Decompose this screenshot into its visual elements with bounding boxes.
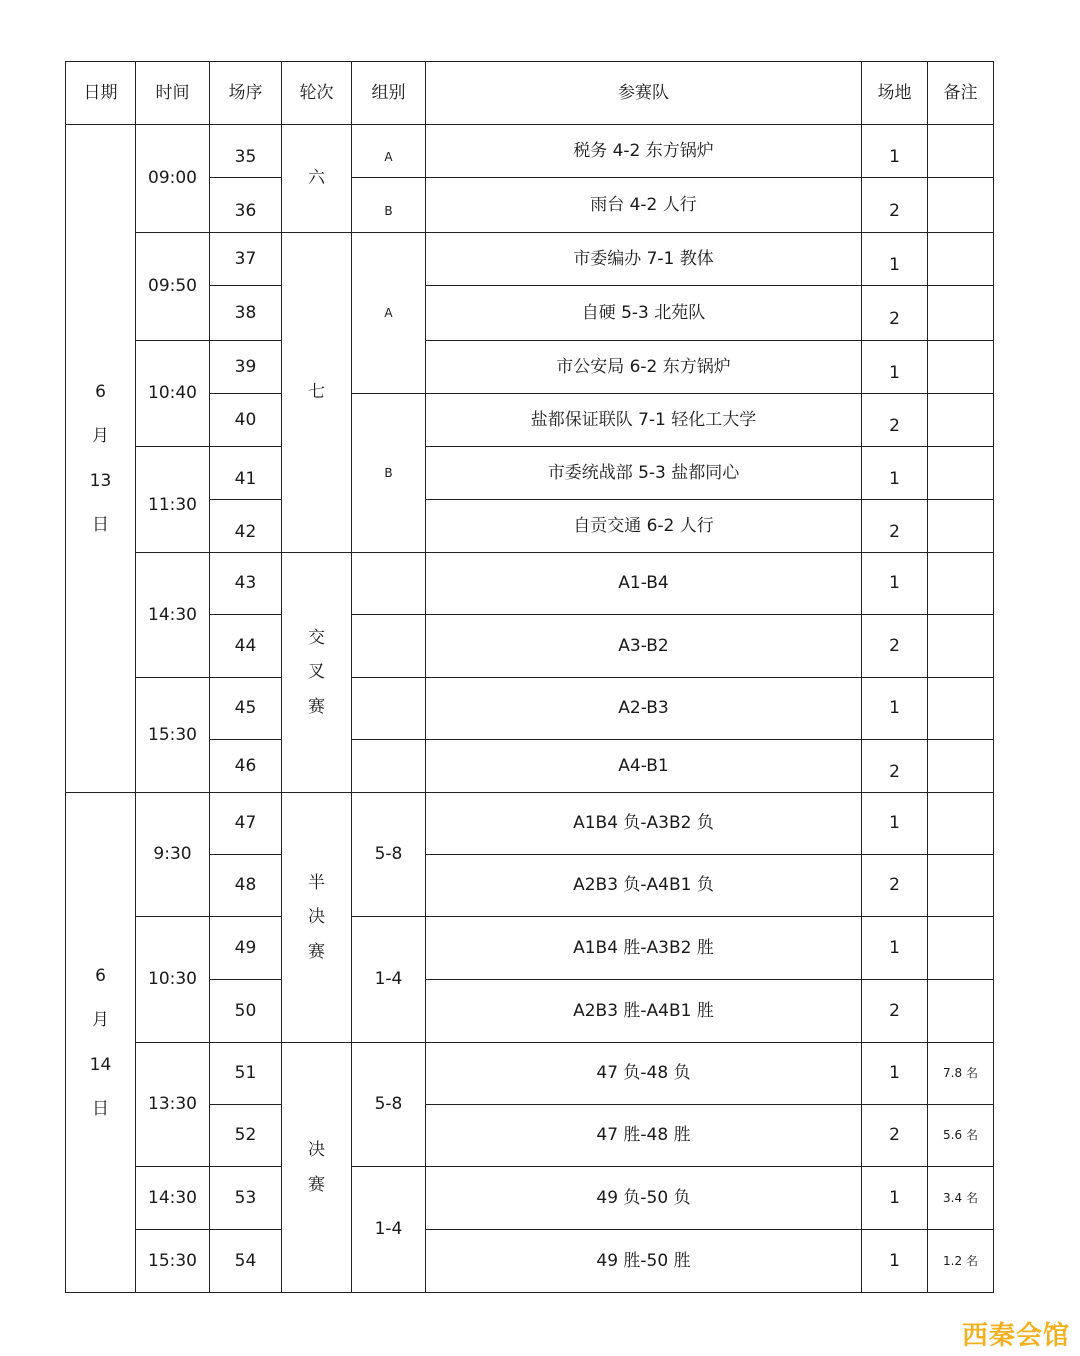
time-cell: 15:30	[136, 1230, 210, 1293]
group-cell: 5-8	[352, 1043, 426, 1167]
group-cell: 1-4	[352, 917, 426, 1043]
group-cell: A	[352, 125, 426, 178]
table-row	[66, 1167, 994, 1230]
group-cell: B	[352, 394, 426, 553]
teams-cell: A1-B4	[426, 553, 862, 615]
court-cell: 2	[862, 286, 928, 341]
time-cell: 13:30	[136, 1043, 210, 1167]
court-cell: 2	[862, 855, 928, 917]
match-no: 40	[210, 394, 282, 447]
match-no: 41	[210, 447, 282, 500]
court-cell: 2	[862, 980, 928, 1043]
watermark-logo: 西秦会馆	[961, 1321, 1070, 1351]
teams-cell: 雨台 4-2 人行	[426, 178, 862, 233]
teams-cell: 盐都保证联队 7-1 轻化工大学	[426, 394, 862, 447]
table-row	[66, 917, 994, 980]
note-cell	[928, 341, 994, 394]
teams-cell: 47 负-48 负	[426, 1043, 862, 1105]
time-cell: 10:30	[136, 917, 210, 1043]
teams-cell: A4-B1	[426, 740, 862, 793]
note-cell	[928, 447, 994, 500]
header-teams: 参赛队	[426, 62, 862, 125]
teams-cell: 自贡交通 6-2 人行	[426, 500, 862, 553]
match-no: 44	[210, 615, 282, 678]
round-cell-semifinal: 半 决 赛	[282, 793, 352, 1043]
header-date: 日期	[66, 62, 136, 125]
table-row	[66, 553, 994, 615]
match-no: 37	[210, 233, 282, 286]
round-cell: 六	[282, 125, 352, 233]
time-cell: 14:30	[136, 1167, 210, 1230]
header-group: 组别	[352, 62, 426, 125]
note-cell	[928, 500, 994, 553]
court-cell: 2	[862, 394, 928, 447]
court-cell: 1	[862, 793, 928, 855]
court-cell: 2	[862, 740, 928, 793]
match-no: 50	[210, 980, 282, 1043]
note-cell	[928, 678, 994, 740]
teams-cell: 市委统战部 5-3 盐都同心	[426, 447, 862, 500]
time-cell: 10:40	[136, 341, 210, 447]
time-cell: 14:30	[136, 553, 210, 678]
teams-cell: 税务 4-2 东方锅炉	[426, 125, 862, 178]
header-time: 时间	[136, 62, 210, 125]
teams-cell: A2B3 负-A4B1 负	[426, 855, 862, 917]
teams-cell: 市公安局 6-2 东方锅炉	[426, 341, 862, 394]
teams-cell: A1B4 负-A3B2 负	[426, 793, 862, 855]
note-cell	[928, 553, 994, 615]
header-court: 场地	[862, 62, 928, 125]
court-cell: 1	[862, 125, 928, 178]
match-no: 35	[210, 125, 282, 178]
header-row	[66, 62, 994, 125]
teams-cell: 49 胜-50 胜	[426, 1230, 862, 1293]
table-row	[66, 1230, 994, 1293]
group-cell: 5-8	[352, 793, 426, 917]
match-no: 46	[210, 740, 282, 793]
note-cell	[928, 615, 994, 678]
schedule-table	[65, 61, 994, 1293]
match-no: 39	[210, 341, 282, 394]
match-no: 36	[210, 178, 282, 233]
group-cell-empty	[352, 615, 426, 678]
table-row	[66, 793, 994, 855]
note-cell	[928, 980, 994, 1043]
note-cell	[928, 178, 994, 233]
court-cell: 1	[862, 1230, 928, 1293]
group-cell-empty	[352, 740, 426, 793]
match-no: 38	[210, 286, 282, 341]
court-cell: 2	[862, 615, 928, 678]
note-cell: 7.8 名	[928, 1043, 994, 1105]
court-cell: 1	[862, 233, 928, 286]
header-note: 备注	[928, 62, 994, 125]
group-cell: 1-4	[352, 1167, 426, 1293]
header-match-no: 场序	[210, 62, 282, 125]
table-row	[66, 125, 994, 178]
time-cell: 09:50	[136, 233, 210, 341]
note-cell	[928, 917, 994, 980]
table-row	[66, 233, 994, 286]
group-cell-empty	[352, 678, 426, 740]
match-no: 43	[210, 553, 282, 615]
court-cell: 1	[862, 341, 928, 394]
court-cell: 2	[862, 178, 928, 233]
teams-cell: A2-B3	[426, 678, 862, 740]
time-cell: 9:30	[136, 793, 210, 917]
group-cell: B	[352, 178, 426, 233]
court-cell: 2	[862, 500, 928, 553]
match-no: 51	[210, 1043, 282, 1105]
note-cell	[928, 125, 994, 178]
court-cell: 2	[862, 1105, 928, 1167]
time-cell: 15:30	[136, 678, 210, 793]
time-cell: 09:00	[136, 125, 210, 233]
group-cell-empty	[352, 553, 426, 615]
note-cell: 1.2 名	[928, 1230, 994, 1293]
match-no: 48	[210, 855, 282, 917]
note-cell	[928, 740, 994, 793]
court-cell: 1	[862, 1043, 928, 1105]
match-no: 49	[210, 917, 282, 980]
note-cell: 3.4 名	[928, 1167, 994, 1230]
match-no: 45	[210, 678, 282, 740]
teams-cell: A3-B2	[426, 615, 862, 678]
teams-cell: 自硬 5-3 北苑队	[426, 286, 862, 341]
match-no: 52	[210, 1105, 282, 1167]
note-cell	[928, 286, 994, 341]
court-cell: 1	[862, 678, 928, 740]
note-cell: 5.6 名	[928, 1105, 994, 1167]
court-cell: 1	[862, 447, 928, 500]
match-no: 47	[210, 793, 282, 855]
round-cell: 七	[282, 233, 352, 553]
teams-cell: A2B3 胜-A4B1 胜	[426, 980, 862, 1043]
time-cell: 11:30	[136, 447, 210, 553]
match-no: 42	[210, 500, 282, 553]
note-cell	[928, 394, 994, 447]
teams-cell: 市委编办 7-1 教体	[426, 233, 862, 286]
date-cell-june-13: 6 月 13 日	[66, 125, 136, 793]
teams-cell: 49 负-50 负	[426, 1167, 862, 1230]
round-cell-cross: 交 叉 赛	[282, 553, 352, 793]
round-cell-final: 决 赛	[282, 1043, 352, 1293]
note-cell	[928, 855, 994, 917]
header-round: 轮次	[282, 62, 352, 125]
teams-cell: 47 胜-48 胜	[426, 1105, 862, 1167]
table-row	[66, 341, 994, 394]
table-row	[66, 678, 994, 740]
match-no: 53	[210, 1167, 282, 1230]
date-cell-june-14: 6 月 14 日	[66, 793, 136, 1293]
teams-cell: A1B4 胜-A3B2 胜	[426, 917, 862, 980]
court-cell: 1	[862, 917, 928, 980]
table-row	[66, 447, 994, 500]
court-cell: 1	[862, 553, 928, 615]
note-cell	[928, 793, 994, 855]
group-cell: A	[352, 233, 426, 394]
match-no: 54	[210, 1230, 282, 1293]
note-cell	[928, 233, 994, 286]
table-row	[66, 1043, 994, 1105]
court-cell: 1	[862, 1167, 928, 1230]
